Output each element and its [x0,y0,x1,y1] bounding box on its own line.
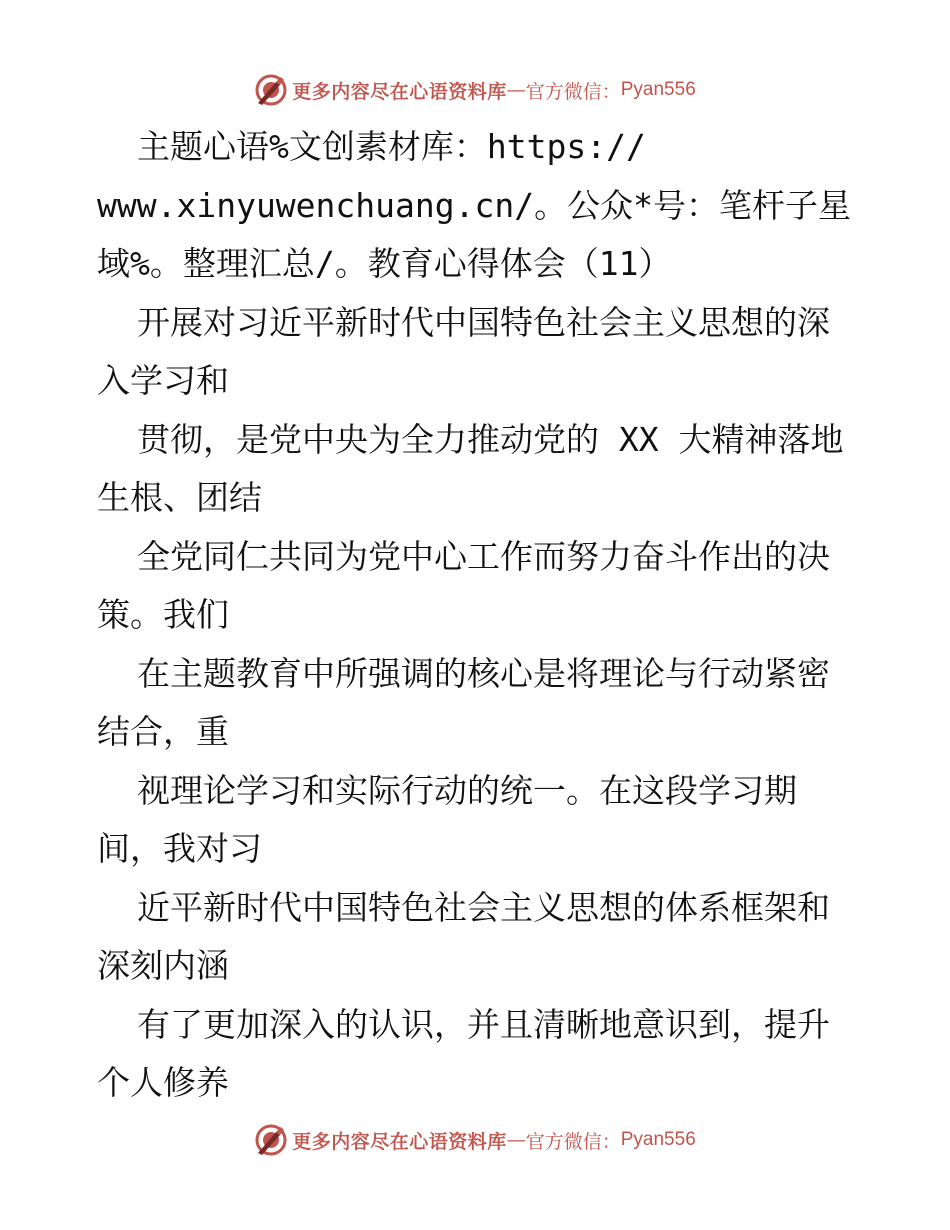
text-line: 入学习和 [97,361,229,400]
text-line: 间，我对习 [97,829,262,868]
footer-watermark [0,1120,950,1160]
watermark-separator: — [506,1129,526,1151]
text-line: 近平新时代中国特色社会主义思想的体系框架和 [137,887,830,927]
document-body [97,118,857,1113]
text-line: 有了更加深入的认识，并且清晰地意识到，提升 [137,1004,830,1044]
watermark-main-text: 更多内容尽在心语资料库 [292,80,507,103]
watermark-separator: — [506,79,526,101]
text-line: 策。我们 [97,595,229,634]
text-line: www.xinyuwenchuang.cn/。公众*号：笔杆子星 [97,185,851,225]
watermark-main-text: 更多内容尽在心语资料库 [292,1130,507,1153]
watermark-wechat-id: Pyan556 [620,1129,696,1150]
text-line: 深刻内涵 [97,946,229,985]
text-line: 全党同仁共同为党中心工作而努力奋斗作出的决 [137,536,830,576]
header-watermark [0,70,950,110]
text-line: 视理论学习和实际行动的统一。在这段学习期 [137,770,797,810]
text-line: 主题心语%文创素材库：https:// [137,127,646,166]
pen-logo-icon [254,1123,288,1157]
text-line: 个人修养 [97,1063,229,1102]
text-line: 贯彻，是党中央为全力推动党的 XX 大精神落地 [137,419,844,459]
watermark-wechat-id: Pyan556 [620,79,696,100]
text-line: 开展对习近平新时代中国特色社会主义思想的深 [137,302,830,342]
pen-logo-icon [254,73,288,107]
watermark-contact-text: 官方微信： [525,1130,621,1153]
text-line: 结合，重 [97,712,229,751]
text-line: 在主题教育中所强调的核心是将理论与行动紧密 [137,653,830,693]
watermark-contact-text: 官方微信： [525,80,621,103]
text-line: 域%。整理汇总/。教育心得体会（11） [97,244,672,283]
text-line: 生根、团结 [97,478,262,517]
